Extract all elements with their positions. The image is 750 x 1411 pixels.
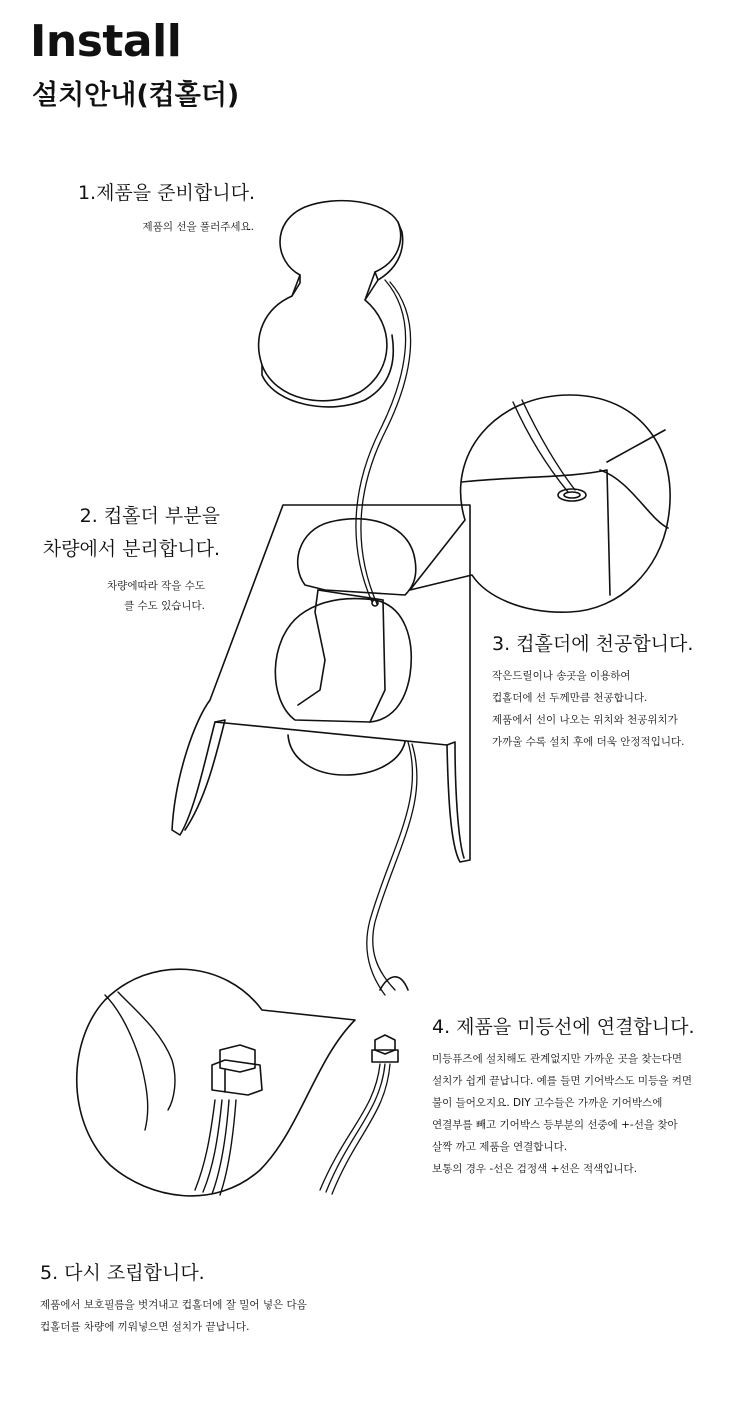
page-subtitle: 설치안내(컵홀더): [32, 80, 240, 111]
step-4-line: 보통의 경우 -선은 검정색 +선은 적색입니다.: [432, 1163, 638, 1175]
cup-holder-drawing: [172, 505, 470, 995]
step-3-line: 작은드릴이나 송곳을 이용하여: [492, 670, 631, 682]
step-4-line: 살짝 까고 제품을 연결합니다.: [432, 1141, 568, 1153]
step-1-line: 제품의 선을 풀러주세요.: [142, 221, 254, 233]
step-3-line: 가까울 수록 설치 후에 더욱 안정적입니다.: [492, 736, 685, 748]
step-5-text: [40, 1294, 307, 1338]
step-4-line: 불이 들어오지요. DIY 고수들은 가까운 기어박스에: [432, 1097, 663, 1109]
step-2-title-line: 차량에서 분리합니다.: [42, 537, 220, 560]
step-5-line: 제품에서 보호필름을 벗겨내고 컵홀더에 잘 밀어 넣은 다음: [40, 1299, 307, 1311]
step-5-title: 5. 다시 조립합니다.: [40, 1262, 205, 1284]
step-4-text: [432, 1048, 692, 1180]
step-2-title: [0, 505, 220, 561]
step-4-line: 연결부를 빼고 기어박스 등부분의 선중에 +-선을 찾아: [432, 1119, 678, 1131]
step-3-text: [492, 665, 684, 753]
page-title: Install: [30, 16, 182, 67]
drill-zoom-circle: [410, 395, 670, 612]
step-4-line: 설치가 쉽게 끝납니다. 예를 들면 기어박스도 미등을 켜면: [432, 1075, 692, 1087]
step-1-text: [20, 216, 254, 238]
step-2-line: 차량에따라 작을 수도: [107, 580, 205, 592]
step-1-title: 1.제품을 준비합니다.: [77, 182, 255, 204]
product-plate-drawing: [259, 201, 411, 604]
step-2-text: [0, 576, 205, 616]
connector-zoom-circle: [77, 969, 398, 1196]
step-3-line: 제품에서 선이 나오는 위치와 천공위치가: [492, 714, 678, 726]
step-2-title-line: 2. 컵홀더 부분을: [79, 505, 220, 527]
step-3-line: 컵홀더에 선 두께만큼 천공합니다.: [492, 692, 648, 704]
step-4-title: 4. 제품을 미등선에 연결합니다.: [432, 1016, 695, 1038]
step-2-line: 클 수도 있습니다.: [123, 600, 205, 612]
step-4-line: 미등퓨즈에 설치해도 관계없지만 가까운 곳을 찾는다면: [432, 1053, 682, 1065]
step-3-title: 3. 컵홀더에 천공합니다.: [492, 633, 694, 655]
step-5-line: 컵홀더를 차량에 끼워넣으면 설치가 끝납니다.: [40, 1321, 250, 1333]
